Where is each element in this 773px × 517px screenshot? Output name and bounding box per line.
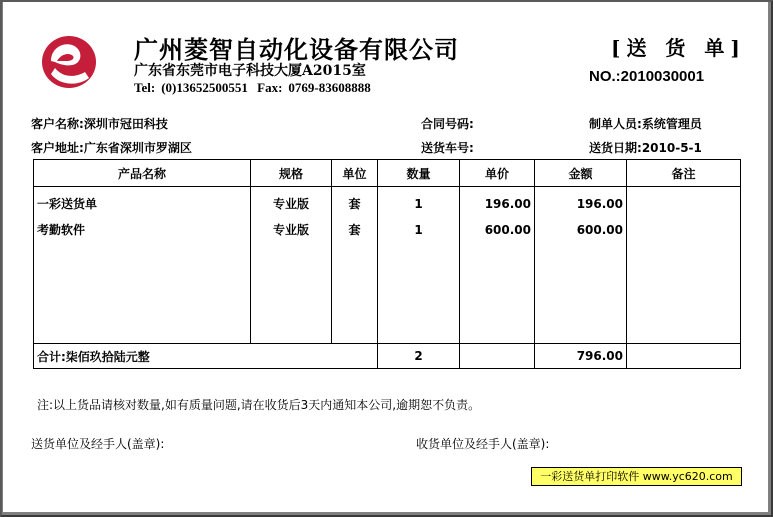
total-price-empty (460, 344, 535, 369)
delivery-note-paper (3, 2, 768, 512)
company-contact (134, 80, 377, 96)
table-row-1-spec: 专业版 (272, 197, 309, 211)
table-row-2-price: 600.00 (484, 223, 531, 237)
delivery-date-field (589, 139, 702, 156)
company-address: 广东省东莞市电子科技大厦A2015室 (134, 63, 366, 79)
tel-label: Tel: (134, 80, 156, 95)
header-spec: 规格 (251, 160, 332, 187)
header-amount: 金额 (535, 160, 627, 187)
maker-field (589, 115, 702, 132)
table-row-2-qty: 1 (414, 223, 423, 237)
table-row-2-amount: 600.00 (576, 223, 623, 237)
contract-no-label: 合同号码: (421, 117, 474, 131)
fax-label: Fax: (257, 80, 283, 95)
product-name-cell (34, 187, 251, 344)
table-total-row (34, 344, 741, 369)
unit-cell (332, 187, 378, 344)
header-product-name: 产品名称 (34, 160, 251, 187)
unit-price-cell (460, 187, 535, 344)
tel-value: (0)13652500551 (161, 80, 248, 95)
maker-value: 系统管理员 (641, 117, 702, 131)
customer-name-label: 客户名称: (31, 117, 84, 131)
document-title: [送 货 单] (611, 36, 746, 60)
delivery-date-label: 送货日期: (589, 141, 642, 155)
brand-link[interactable]: 一彩送货单打印软件 www.yc620.com (531, 467, 742, 486)
header-remark: 备注 (627, 160, 741, 187)
customer-address-label: 客户地址: (31, 141, 84, 155)
sender-signature-label: 送货单位及经手人(盖章): (31, 437, 165, 451)
table-row-2-name: 考勤软件 (37, 223, 86, 237)
table-row-1-amount: 196.00 (576, 197, 623, 211)
company-name: 广州菱智自动化设备有限公司 (134, 35, 459, 64)
customer-address-field (31, 139, 192, 156)
maker-label: 制单人员: (589, 117, 642, 131)
table-row-2-spec: 专业版 (272, 223, 309, 237)
spec-cell (251, 187, 332, 344)
delivery-date-value: 2010-5-1 (641, 141, 702, 155)
items-table (33, 159, 741, 369)
table-row-1-qty: 1 (414, 197, 423, 211)
header-quantity: 数量 (378, 160, 460, 187)
table-body-row (34, 187, 741, 344)
total-amount: 796.00 (535, 344, 627, 369)
table-row-1-price: 196.00 (484, 197, 531, 211)
total-quantity: 2 (378, 344, 460, 369)
amount-cell (535, 187, 627, 344)
receiver-signature-label: 收货单位及经手人(盖章): (416, 437, 550, 451)
fax-value: 0769-83608888 (288, 80, 371, 95)
header-unit: 单位 (332, 160, 378, 187)
company-logo-icon (37, 32, 101, 90)
footer-note: 注:以上货品请核对数量,如有质量问题,请在收货后3天内通知本公司,逾期恕不负责。 (37, 398, 481, 412)
total-remark-empty (627, 344, 741, 369)
table-row-1-name: 一彩送货单 (37, 197, 98, 211)
quantity-cell (378, 187, 460, 344)
header-unit-price: 单价 (460, 160, 535, 187)
customer-address-value: 广东省深圳市罗湖区 (83, 141, 192, 155)
vehicle-field (421, 139, 474, 156)
vehicle-label: 送货车号: (421, 141, 474, 155)
table-header-row (34, 160, 741, 187)
total-label: 合计:柒佰玖拾陆元整 (34, 344, 378, 369)
table-row-1-unit: 套 (348, 197, 361, 211)
remark-cell (627, 187, 741, 344)
customer-name-field (31, 115, 168, 132)
table-row-2-unit: 套 (348, 223, 361, 237)
document-number: NO.:2010030001 (589, 68, 705, 85)
customer-name-value: 深圳市冠田科技 (83, 117, 168, 131)
contract-no-field (421, 115, 474, 132)
